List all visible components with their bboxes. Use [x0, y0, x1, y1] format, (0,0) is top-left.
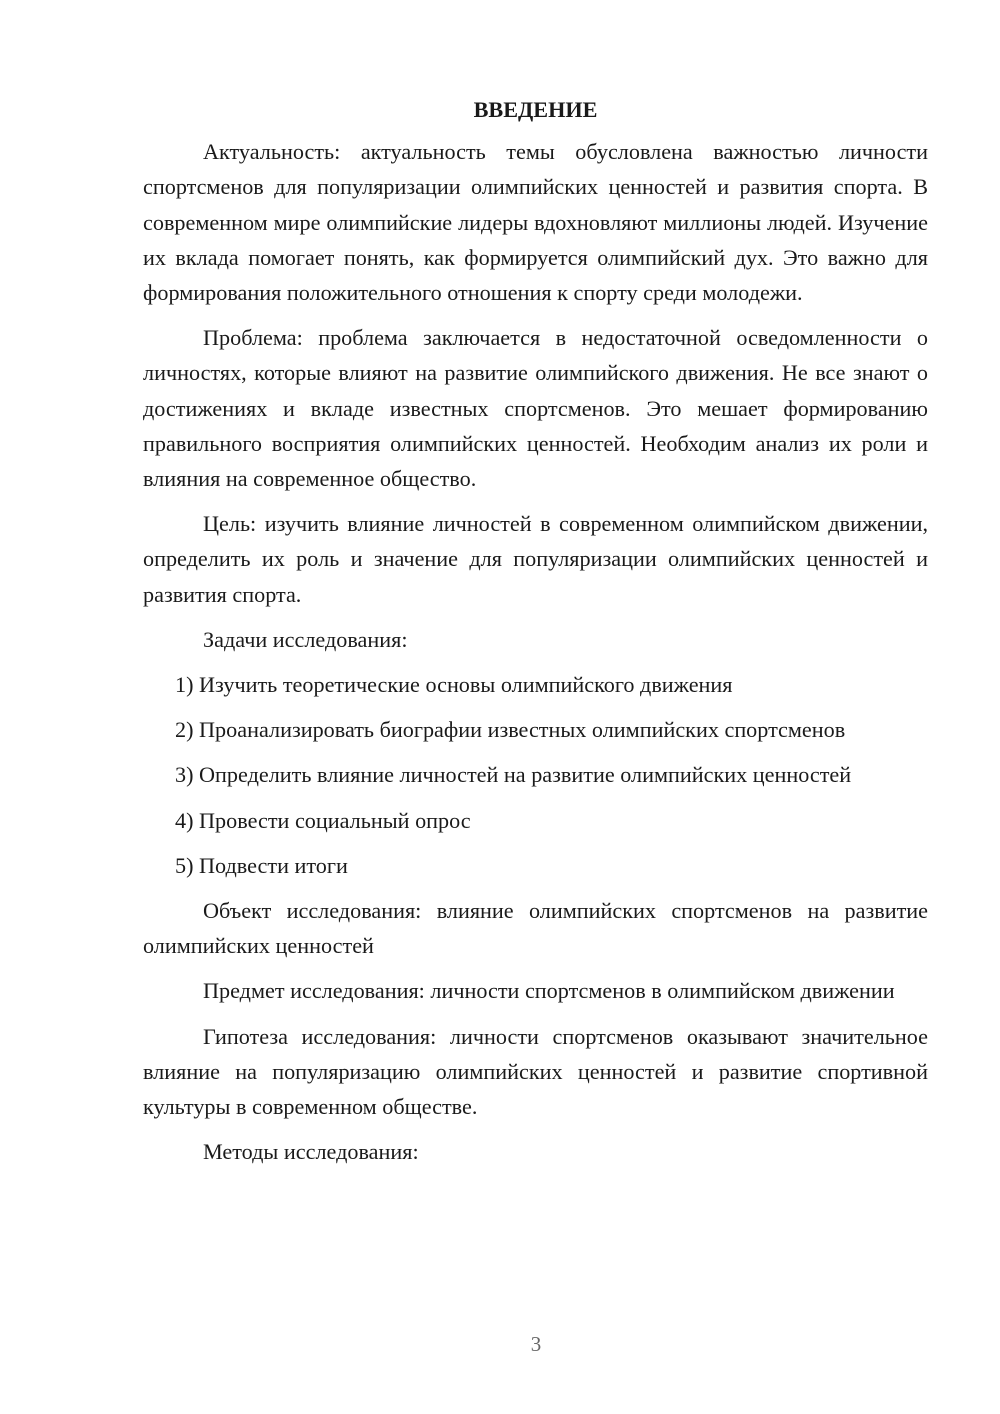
methods-heading: Методы исследования: — [203, 1139, 419, 1165]
page-content — [143, 92, 928, 1179]
tasks-list — [143, 667, 928, 883]
task-item: 4) Провести социальный опрос — [175, 807, 471, 833]
task-item: 1) Изучить теоретические основы олимпийского движения — [175, 672, 733, 698]
hypothesis-paragraph: Гипотеза исследования: личности спортсменов оказывают значительное влияние на популяризацию олимпийских ценностей и развитие спортивной культуры в современном обществе. — [143, 1023, 928, 1120]
task-item: 3) Определить влияние личностей на развитие олимпийских ценностей — [175, 762, 852, 788]
goal-paragraph: Цель: изучить влияние личностей в современном олимпийском движении, определить их роль и значение для популяризации олимпийских ценностей и развития спорта. — [143, 511, 928, 607]
relevance-paragraph: Актуальность: актуальность темы обусловлена важностью личности спортсменов для популяризации олимпийских ценностей и развития спорта. В современном мире олимпийские лидеры вдохновляют миллионы людей. Изучение их вклада помогает понять, как формируется олимпийский дух. Это важно для формирования положительного отношения к спорту среди молодежи. — [143, 139, 928, 306]
object-paragraph: Объект исследования: влияние олимпийских спортсменов на развитие олимпийских ценностей — [143, 898, 928, 959]
task-item: 5) Подвести итоги — [175, 852, 348, 878]
subject-paragraph: Предмет исследования: личности спортсменов в олимпийском движении — [203, 978, 895, 1004]
page-number: 3 — [530, 1332, 542, 1356]
section-title: ВВЕДЕНИЕ — [473, 97, 598, 122]
tasks-heading: Задачи исследования: — [203, 626, 408, 652]
task-item: 2) Проанализировать биографии известных олимпийских спортсменов — [175, 717, 846, 743]
problem-paragraph: Проблема: проблема заключается в недостаточной осведомленности о личностях, которые влияют на развитие олимпийского движения. Не все знают о достижениях и вкладе известных спортсменов. Это мешает формированию правильного восприятия олимпийских ценностей. Необходим анализ их роли и влияния на современное общество. — [143, 325, 928, 492]
